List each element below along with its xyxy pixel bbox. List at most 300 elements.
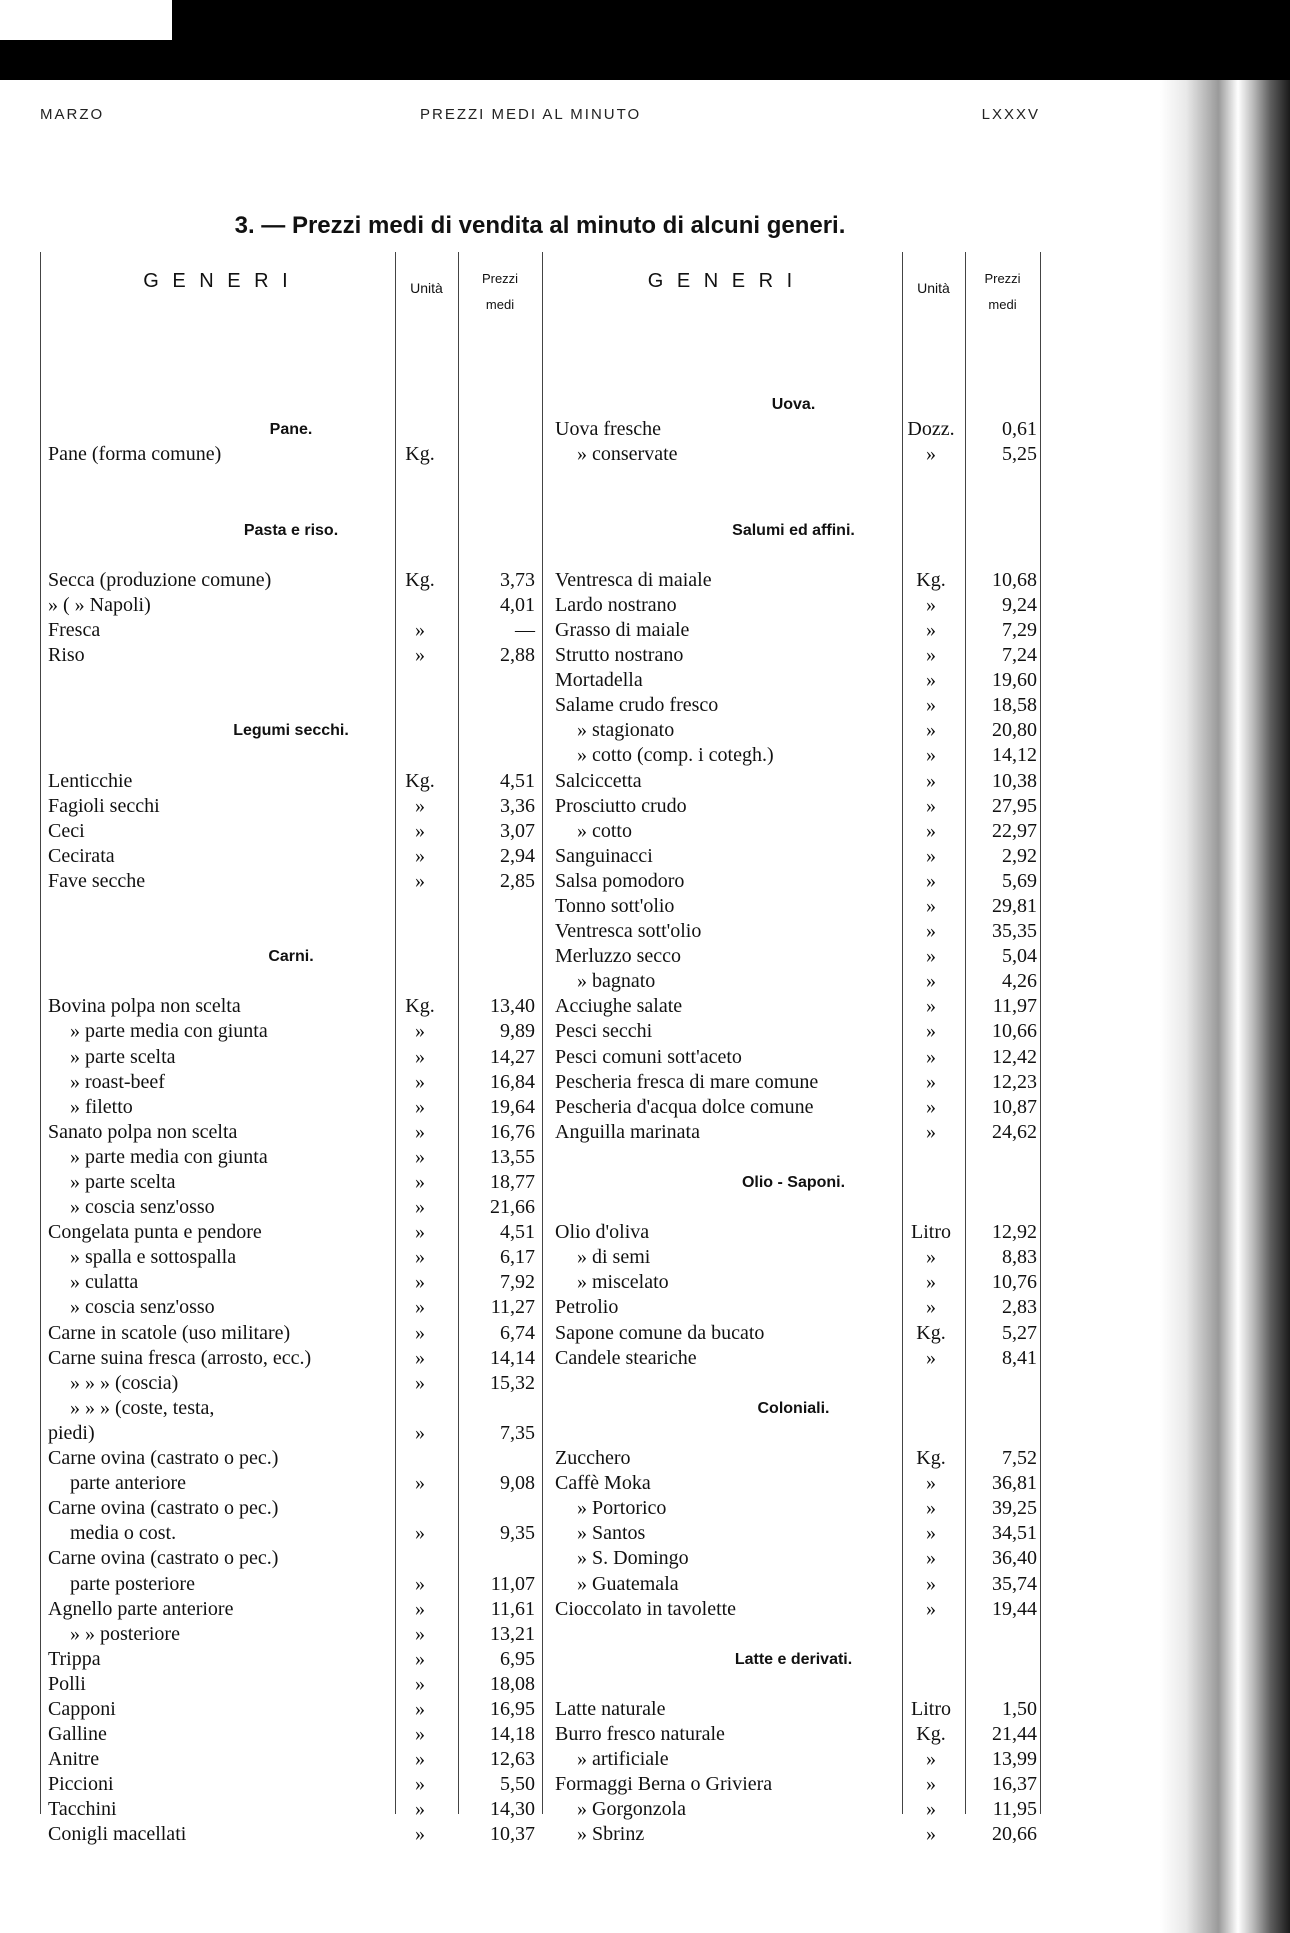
spacer [40, 894, 542, 919]
item-name: » stagionato [577, 719, 675, 742]
spacer [40, 969, 542, 994]
item-price: 36,81 [992, 1472, 1037, 1495]
item-price: 4,26 [1002, 970, 1037, 993]
table-row [40, 1295, 542, 1320]
table-row [40, 1421, 542, 1446]
item-price: 7,92 [500, 1271, 535, 1294]
table-row [547, 1095, 1040, 1120]
item-unit: » [926, 719, 936, 742]
item-name: Piccioni [48, 1773, 114, 1796]
item-unit: » [415, 1672, 425, 1695]
item-name: » miscelato [577, 1271, 669, 1294]
item-name: Uova fresche [555, 418, 662, 441]
item-name: Acciughe salate [555, 995, 683, 1018]
item-price: 2,94 [500, 844, 535, 867]
spacer [547, 543, 1040, 568]
item-unit: » [926, 1547, 936, 1570]
item-name: » coscia senz'osso [70, 1196, 215, 1219]
table-row [40, 1270, 542, 1295]
item-name: » coscia senz'osso [70, 1296, 215, 1319]
item-price: 3,36 [500, 794, 535, 817]
item-name: » Gorgonzola [577, 1798, 687, 1821]
table-row [547, 894, 1040, 919]
item-unit: » [926, 618, 936, 641]
item-name: Pescheria fresca di mare comune [555, 1070, 819, 1093]
table-row [547, 769, 1040, 794]
item-unit: » [415, 1597, 425, 1620]
item-price: 10,87 [992, 1095, 1037, 1118]
section-heading: Pane. [269, 421, 313, 439]
item-name: » conservate [577, 443, 678, 466]
header-page-number: LXXXV [981, 106, 1040, 123]
item-price: 15,32 [490, 1371, 535, 1394]
table-row [40, 1120, 542, 1145]
table-row [547, 869, 1040, 894]
item-unit: » [926, 769, 936, 792]
item-name: » bagnato [577, 970, 656, 993]
item-unit: » [415, 1321, 425, 1344]
item-price: 22,97 [992, 819, 1037, 842]
item-price: 20,80 [992, 719, 1037, 742]
spacer [40, 367, 542, 392]
item-unit: » [415, 1472, 425, 1495]
item-unit: » [926, 1095, 936, 1118]
spacer [547, 1672, 1040, 1697]
item-price: 14,27 [490, 1045, 535, 1068]
item-unit: » [926, 1070, 936, 1093]
item-name: Capponi [48, 1697, 116, 1720]
item-price: 14,12 [992, 744, 1037, 767]
header-month: MARZO [40, 106, 105, 123]
item-unit: » [415, 1346, 425, 1369]
table-row [40, 1321, 542, 1346]
table-row [547, 1471, 1040, 1496]
item-price: 9,35 [500, 1522, 535, 1545]
item-unit: » [926, 1522, 936, 1545]
item-price: 11,61 [490, 1597, 535, 1620]
item-price: 12,42 [992, 1045, 1037, 1068]
table-row [547, 668, 1040, 693]
item-price: 8,83 [1002, 1246, 1037, 1269]
item-unit: » [926, 945, 936, 968]
item-unit: » [926, 819, 936, 842]
spacer [547, 1421, 1040, 1446]
item-price: 18,58 [992, 694, 1037, 717]
section-heading: Latte e derivati. [734, 1650, 853, 1668]
table-row [40, 1672, 542, 1697]
spacer [547, 492, 1040, 517]
item-price: 13,55 [490, 1145, 535, 1168]
item-name: Grasso di maiale [555, 618, 690, 641]
item-unit: » [926, 1472, 936, 1495]
item-name: » parte media con giunta [70, 1145, 268, 1168]
item-name: Salsa pomodoro [555, 869, 685, 892]
table-row [40, 593, 542, 618]
item-price: 8,41 [1002, 1346, 1037, 1369]
item-price: 36,40 [992, 1547, 1037, 1570]
spacer [547, 1145, 1040, 1170]
table-row [40, 994, 542, 1019]
item-unit: » [926, 744, 936, 767]
item-unit: » [926, 1748, 936, 1771]
item-price: 7,24 [1002, 644, 1037, 667]
item-unit: Kg. [405, 769, 435, 792]
item-name: » culatta [70, 1271, 139, 1294]
item-name: Burro fresco naturale [555, 1723, 725, 1746]
item-name: Sanguinacci [555, 844, 653, 867]
item-unit: » [415, 1296, 425, 1319]
item-name: » roast-beef [70, 1070, 165, 1093]
item-unit: Kg. [405, 995, 435, 1018]
item-price: 20,66 [992, 1823, 1037, 1846]
right-column [547, 367, 1040, 1848]
item-unit: » [926, 1296, 936, 1319]
item-name: Salame crudo fresco [555, 694, 719, 717]
item-price: 27,95 [992, 794, 1037, 817]
table-row [547, 417, 1040, 442]
item-price: 21,66 [490, 1196, 535, 1219]
table-row [547, 1446, 1040, 1471]
item-unit: » [415, 1070, 425, 1093]
item-price: 12,23 [992, 1070, 1037, 1093]
spacer [40, 919, 542, 944]
table-row [40, 844, 542, 869]
table-row [40, 1220, 542, 1245]
item-name: Lenticchie [48, 769, 133, 792]
col-header-generi: G E N E R I [143, 270, 292, 292]
table-row [40, 1019, 542, 1044]
item-price: 7,29 [1002, 618, 1037, 641]
table-row [40, 869, 542, 894]
item-unit: » [926, 1597, 936, 1620]
item-name: Carne in scatole (uso militare) [48, 1321, 291, 1344]
item-name: » Guatemala [577, 1572, 679, 1595]
item-name: Lardo nostrano [555, 593, 677, 616]
item-price: 16,95 [490, 1697, 535, 1720]
table-row [40, 1697, 542, 1722]
item-unit: Dozz. [907, 418, 955, 441]
item-price: 6,17 [500, 1246, 535, 1269]
col-header-prezzi-line1: Prezzi [984, 271, 1021, 286]
item-unit: Kg. [405, 443, 435, 466]
table-row [40, 1145, 542, 1170]
item-name: » parte scelta [70, 1045, 176, 1068]
item-unit: » [926, 894, 936, 917]
item-name: Congelata punta e pendore [48, 1221, 262, 1244]
table-row [547, 1572, 1040, 1597]
item-name: Secca (produzione comune) [48, 568, 272, 591]
table-row [40, 1722, 542, 1747]
item-unit: » [415, 1221, 425, 1244]
item-name: Sanato polpa non scelta [48, 1120, 238, 1143]
item-price: 34,51 [992, 1522, 1037, 1545]
item-unit: Kg. [405, 568, 435, 591]
item-name: parte anteriore [70, 1472, 187, 1495]
table-row [40, 1471, 542, 1496]
table-row [547, 1722, 1040, 1747]
price-table [40, 252, 1040, 1846]
item-price: 11,07 [490, 1572, 535, 1595]
table-row [547, 442, 1040, 467]
item-unit: » [926, 1346, 936, 1369]
table-row [40, 568, 542, 593]
col-header-unita-right: Unità [917, 280, 950, 296]
spacer [40, 467, 542, 492]
item-unit: » [415, 1748, 425, 1771]
item-price: 5,27 [1002, 1321, 1037, 1344]
item-unit: » [926, 970, 936, 993]
item-name: » di semi [577, 1246, 651, 1269]
item-name: media o cost. [70, 1522, 177, 1545]
item-price: 5,50 [500, 1773, 535, 1796]
table-row [547, 1019, 1040, 1044]
item-name: Mortadella [555, 669, 643, 692]
item-name: Bovina polpa non scelta [48, 995, 241, 1018]
item-price: 16,84 [490, 1070, 535, 1093]
spacer [547, 467, 1040, 492]
table-row [40, 1822, 542, 1847]
section-heading: Carni. [268, 948, 314, 966]
item-name: » parte scelta [70, 1171, 176, 1193]
item-price: 13,21 [490, 1622, 535, 1645]
item-name: Strutto nostrano [555, 644, 684, 667]
table-row [547, 844, 1040, 869]
item-price: 6,74 [500, 1321, 535, 1344]
item-name: Polli [48, 1672, 86, 1695]
item-price: 9,08 [500, 1472, 535, 1495]
item-name: Zucchero [555, 1447, 631, 1470]
item-unit: » [926, 1120, 936, 1143]
item-unit: » [415, 1020, 425, 1043]
table-row [40, 1597, 542, 1622]
item-price: 2,85 [500, 869, 535, 892]
col-header-prezzi-line2: medi [988, 297, 1017, 312]
col-header-prezzi [458, 266, 542, 318]
table-row [547, 1521, 1040, 1546]
item-unit: » [415, 1773, 425, 1796]
item-unit: » [926, 694, 936, 717]
item-name: Riso [48, 644, 85, 667]
item-unit: » [415, 1171, 425, 1193]
item-price: 19,44 [992, 1597, 1037, 1620]
item-price: — [515, 618, 535, 641]
table-row [547, 1546, 1040, 1571]
item-name: Cecirata [48, 844, 115, 867]
item-price: 14,18 [490, 1723, 535, 1746]
item-name: » » » (coscia) [70, 1371, 179, 1394]
table-row [40, 769, 542, 794]
table-row [40, 442, 542, 467]
book-spine-shadow [1160, 80, 1290, 1933]
item-name: » ( » Napoli) [48, 593, 151, 616]
item-price: 11,97 [992, 995, 1037, 1018]
item-price: 12,63 [490, 1748, 535, 1771]
table-row [547, 1822, 1040, 1847]
item-price: 19,64 [490, 1095, 535, 1118]
item-unit: » [415, 1045, 425, 1068]
section-heading: Olio - Saponi. [741, 1174, 846, 1191]
item-unit: » [926, 443, 936, 466]
item-unit: » [926, 1271, 936, 1294]
col-divider-center [542, 252, 543, 1814]
table-row [547, 1597, 1040, 1622]
item-name: Carne ovina (castrato o pec.) [48, 1497, 279, 1520]
table-row [547, 919, 1040, 944]
table-row [40, 1572, 542, 1597]
item-price: 1,50 [1002, 1697, 1037, 1720]
table-row [547, 944, 1040, 969]
item-name: Agnello parte anteriore [48, 1597, 234, 1620]
item-price: 6,95 [500, 1647, 535, 1670]
table-row [40, 1747, 542, 1772]
item-unit: » [415, 1196, 425, 1219]
table-title: 3. — Prezzi medi di vendita al minuto di alcuni generi. [234, 212, 846, 239]
item-price: 13,40 [490, 995, 535, 1018]
table-row [40, 1622, 542, 1647]
table-row [547, 593, 1040, 618]
col-header-prezzi-line1: Prezzi [481, 271, 519, 286]
item-price: 11,27 [490, 1296, 535, 1319]
spacer [40, 693, 542, 718]
table-row [40, 618, 542, 643]
item-name: Tonno sott'olio [555, 894, 675, 917]
item-price: 12,92 [992, 1221, 1037, 1244]
item-name: Merluzzo secco [555, 945, 682, 968]
table-row [547, 1772, 1040, 1797]
table-row [40, 1647, 542, 1672]
left-column [40, 367, 542, 1848]
table-row [40, 1095, 542, 1120]
col-header-prezzi-line2: medi [485, 297, 515, 312]
table-row [547, 1045, 1040, 1070]
item-name: Olio d'oliva [555, 1221, 650, 1244]
col-header-prezzi-right [965, 266, 1040, 318]
col-header-generi-right: G E N E R I [647, 270, 797, 292]
item-unit: » [415, 1823, 425, 1846]
table-row [547, 618, 1040, 643]
item-unit: » [926, 844, 936, 867]
table-row [547, 819, 1040, 844]
table-row [40, 1371, 542, 1396]
table-row [547, 568, 1040, 593]
item-name: Cioccolato in tavolette [555, 1597, 737, 1620]
running-header [40, 106, 1040, 128]
item-price: 0,61 [1002, 418, 1037, 441]
item-name: » parte media con giunta [70, 1020, 268, 1043]
item-price: 10,66 [992, 1020, 1037, 1043]
item-price: 9,89 [500, 1020, 535, 1043]
item-unit: » [415, 1572, 425, 1595]
table-row [40, 643, 542, 668]
item-unit: » [926, 1798, 936, 1821]
item-price: 14,14 [490, 1346, 535, 1369]
item-unit: » [415, 1246, 425, 1269]
item-name: Galline [48, 1723, 107, 1746]
table-row [40, 1245, 542, 1270]
item-name: Sapone comune da bucato [555, 1321, 765, 1344]
spacer [40, 668, 542, 693]
section-heading: Coloniali. [757, 1399, 830, 1417]
item-name: Latte naturale [555, 1697, 666, 1720]
table-row [547, 693, 1040, 718]
item-unit: » [926, 1773, 936, 1796]
item-price: 10,38 [992, 769, 1037, 792]
table-row [40, 1170, 542, 1195]
item-name: » filetto [70, 1095, 133, 1118]
item-price: 5,25 [1002, 443, 1037, 466]
table-row [40, 1446, 542, 1471]
item-unit: » [415, 618, 425, 641]
table-row [40, 1797, 542, 1822]
item-name: » Sbrinz [577, 1823, 645, 1846]
item-unit: Litro [911, 1221, 951, 1244]
item-name: Carne ovina (castrato o pec.) [48, 1447, 279, 1470]
item-name: Prosciutto crudo [555, 794, 687, 817]
item-unit: Kg. [916, 1723, 946, 1746]
table-row [40, 794, 542, 819]
item-name: » » » (coste, testa, [70, 1396, 215, 1419]
item-name: » Portorico [577, 1497, 667, 1520]
table-row [40, 1772, 542, 1797]
item-name: » cotto (comp. i cotegh.) [577, 744, 774, 767]
item-unit: » [926, 669, 936, 692]
item-unit: » [926, 1020, 936, 1043]
item-price: 3,07 [500, 819, 535, 842]
item-price: 35,74 [992, 1572, 1037, 1595]
item-unit: » [926, 995, 936, 1018]
item-name: » cotto [577, 819, 632, 842]
item-name: Conigli macellati [48, 1823, 187, 1846]
table-row [40, 1346, 542, 1371]
table-row [547, 1120, 1040, 1145]
item-unit: » [415, 1095, 425, 1118]
table-row [547, 1697, 1040, 1722]
table-row [547, 1747, 1040, 1772]
item-unit: » [926, 593, 936, 616]
spacer [547, 1622, 1040, 1647]
item-unit: » [415, 1723, 425, 1746]
item-unit: » [415, 819, 425, 842]
table-row [547, 1295, 1040, 1320]
item-price: 13,99 [992, 1748, 1037, 1771]
item-unit: » [926, 644, 936, 667]
item-unit: » [926, 1572, 936, 1595]
item-name: » spalla e sottospalla [70, 1246, 237, 1269]
item-name: Fave secche [48, 869, 146, 892]
table-row [547, 718, 1040, 743]
table-row [547, 743, 1040, 768]
item-unit: » [926, 1045, 936, 1068]
item-price: 9,24 [1002, 593, 1037, 616]
table-row [547, 794, 1040, 819]
item-unit: » [926, 1246, 936, 1269]
item-unit: » [415, 1371, 425, 1394]
section-heading: Pasta e riso. [243, 521, 339, 539]
item-unit: Kg. [916, 1321, 946, 1344]
item-price: 7,52 [1002, 1447, 1037, 1470]
item-name: Tacchini [48, 1798, 117, 1821]
item-unit: Kg. [916, 568, 946, 591]
item-name: » Santos [577, 1522, 646, 1545]
item-price: 10,76 [992, 1271, 1037, 1294]
item-price: 5,04 [1002, 945, 1037, 968]
item-unit: » [415, 1697, 425, 1720]
item-name: Pesci comuni sott'aceto [555, 1045, 742, 1068]
item-unit: » [415, 1647, 425, 1670]
item-price: 39,25 [992, 1497, 1037, 1520]
item-unit: » [415, 844, 425, 867]
item-name: Trippa [48, 1647, 101, 1670]
